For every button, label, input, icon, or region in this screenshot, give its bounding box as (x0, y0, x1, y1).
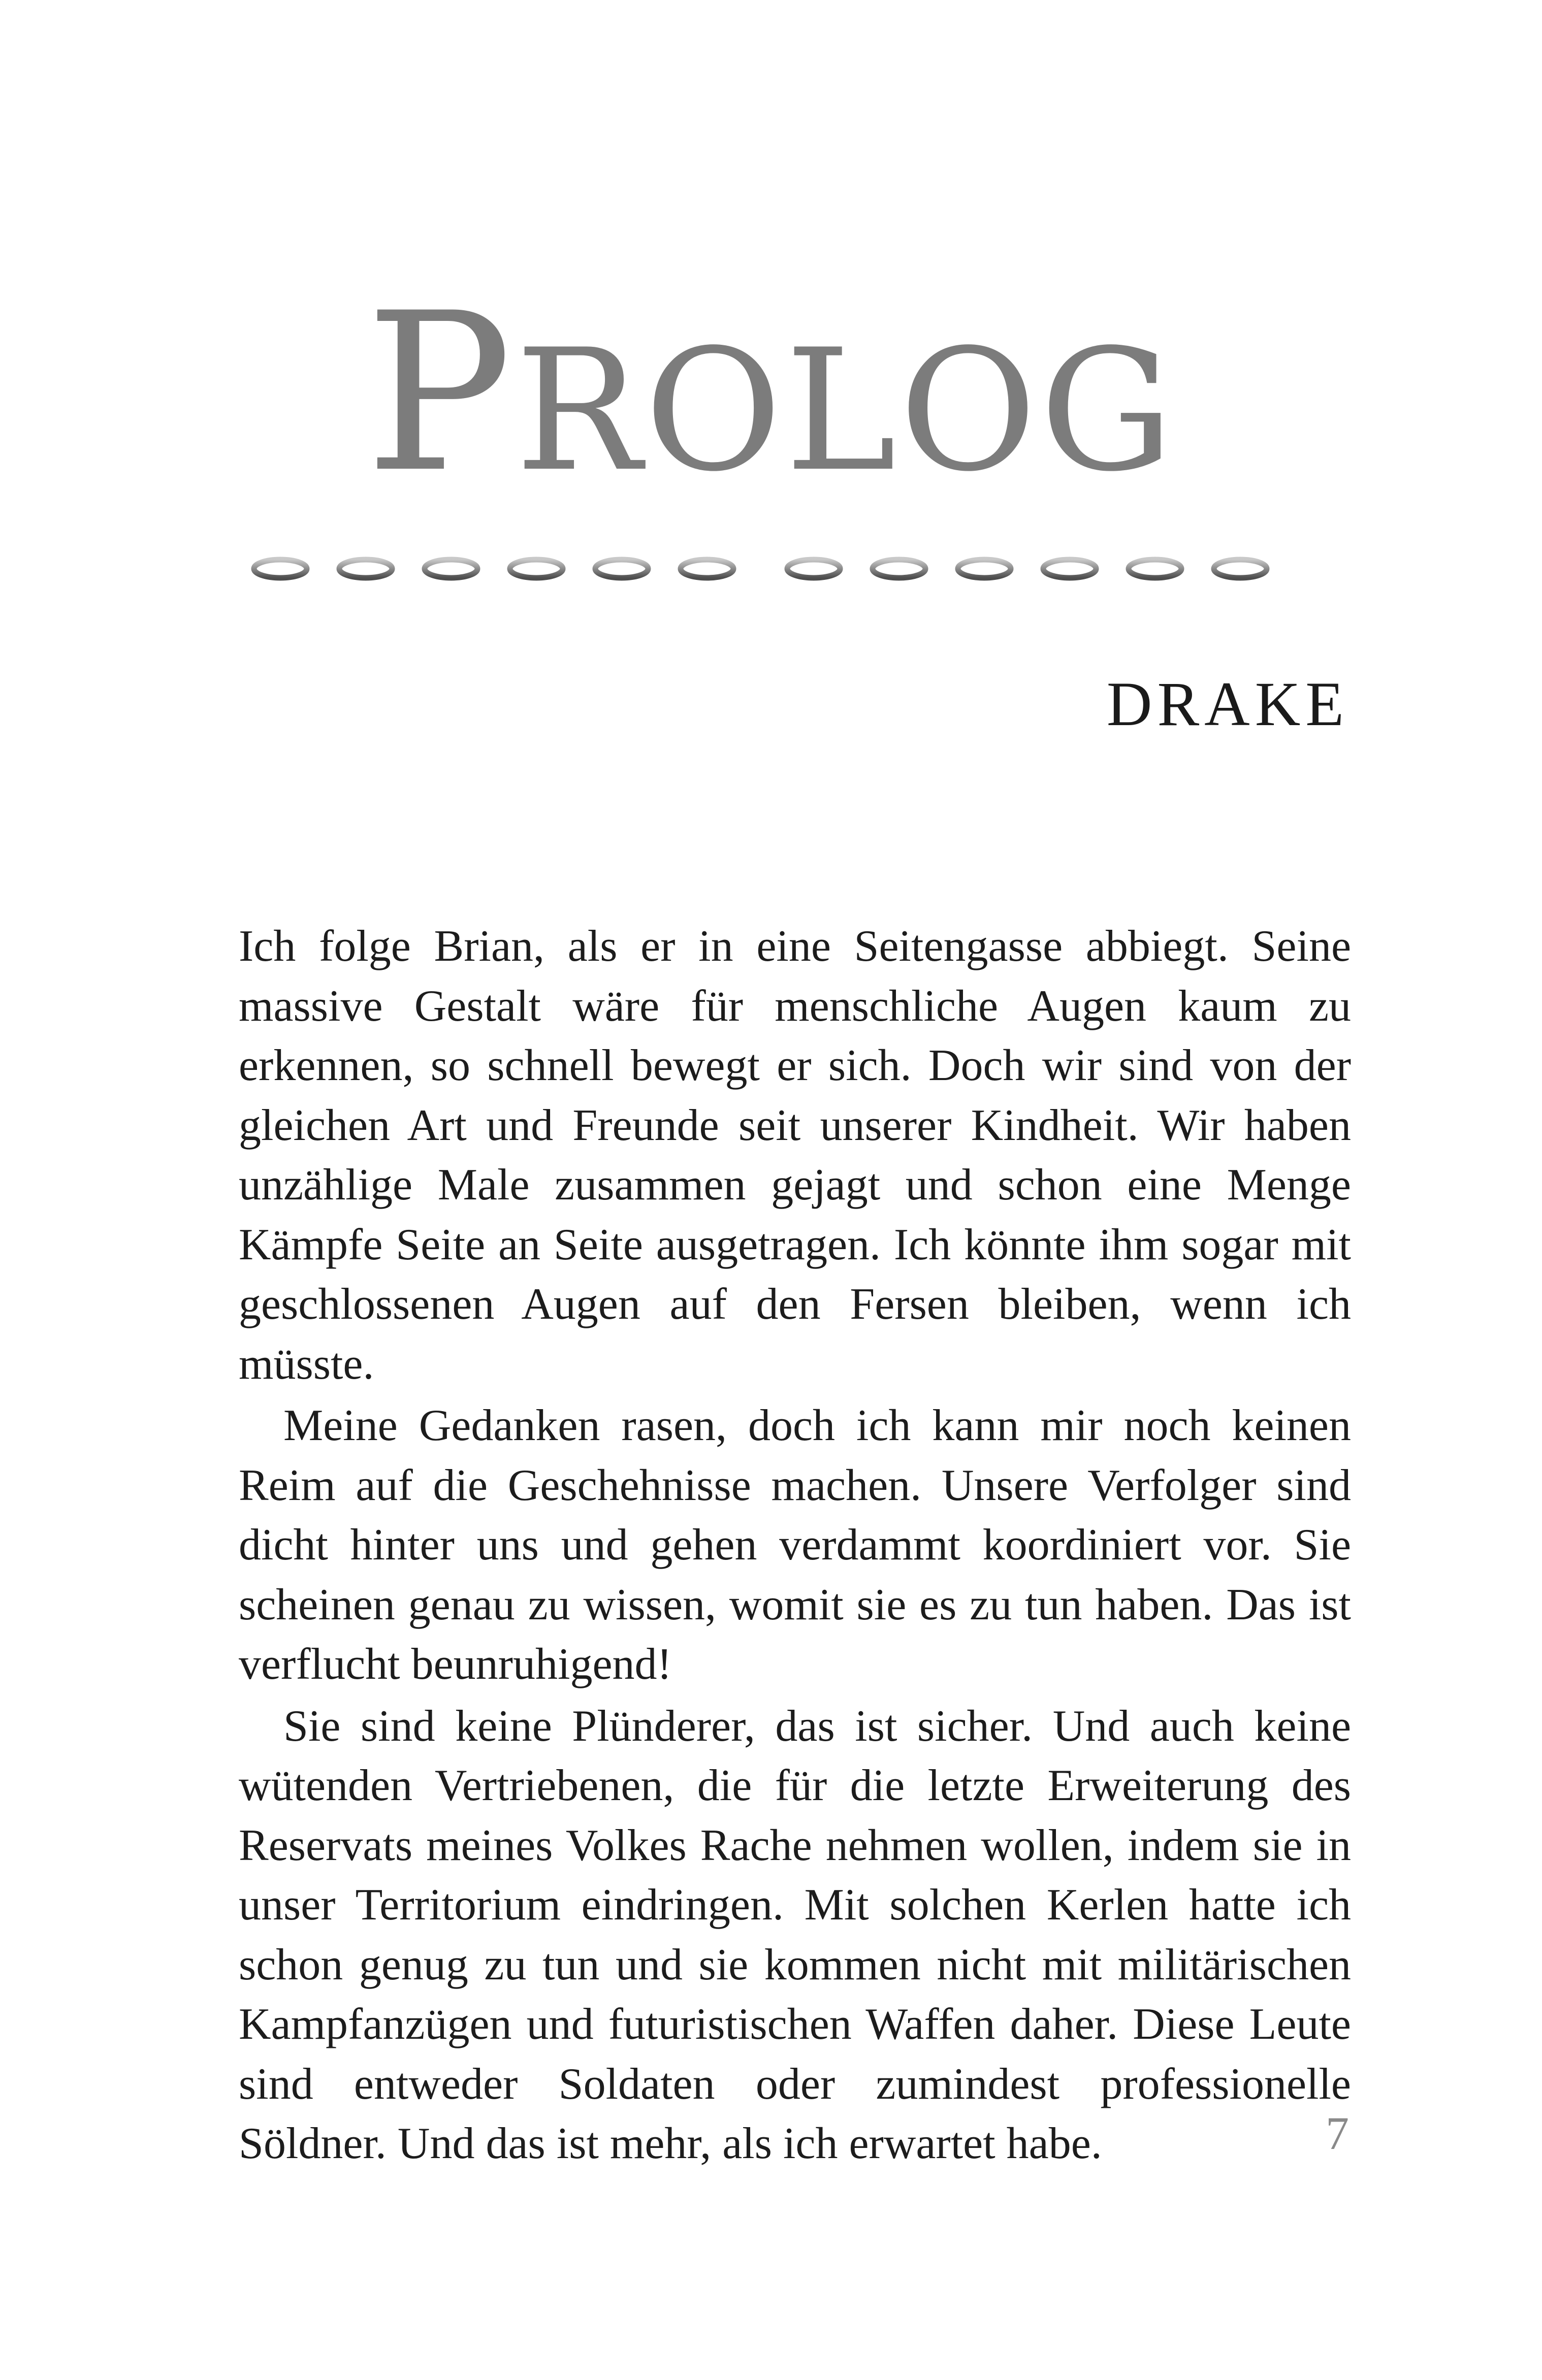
page-number: 7 (1326, 2107, 1349, 2159)
paragraph-3: Sie sind keine Plünderer, das ist sicher. Und auch keine wütenden Vertriebenen, die für die letzte Erweiterung des Reservats meines Volkes Rache nehmen wollen, indem sie in unser Territorium eindringen. Mit solchen Kerlen hatte ich schon genug zu tun und sie kommen nicht mit militärischen Kampfanzügen und futuristischen Waffen daher. Diese Leute sind entweder Soldaten oder zumindest professionelle Söldner. Und das ist mehr, als ich erwartet habe. (239, 1701, 1351, 2168)
pov-character-name: DRAKE (1106, 669, 1349, 739)
chapter-title-initial: P (365, 267, 516, 520)
chapter-title-rest: ROLOG (515, 313, 1177, 508)
chapter-title (0, 267, 1542, 520)
chain-divider-icon (203, 548, 1341, 589)
paragraph-2: Meine Gedanken rasen, doch ich kann mir noch keinen Reim auf die Geschehnisse machen. Unsere Verfolger sind dicht hinter uns und gehen verdammt koordiniert vor. Sie scheinen genau zu wissen, womit sie es zu tun haben. Das ist verflucht beunruhigend! (239, 1401, 1351, 1689)
chapter-body (239, 917, 1351, 2174)
paragraph-1: Ich folge Brian, als er in eine Seitengasse abbiegt. Seine massive Gestalt wäre für menschliche Augen kaum zu erkennen, so schnell bewegt er sich. Doch wir sind von der gleichen Art und Freunde seit unserer Kindheit. Wir haben unzählige Male zusammen gejagt und schon eine Menge Kämpfe Seite an Seite ausgetragen. Ich könnte ihm sogar mit geschlossenen Augen auf den Fersen bleiben, wenn ich müsste. (239, 922, 1351, 1389)
